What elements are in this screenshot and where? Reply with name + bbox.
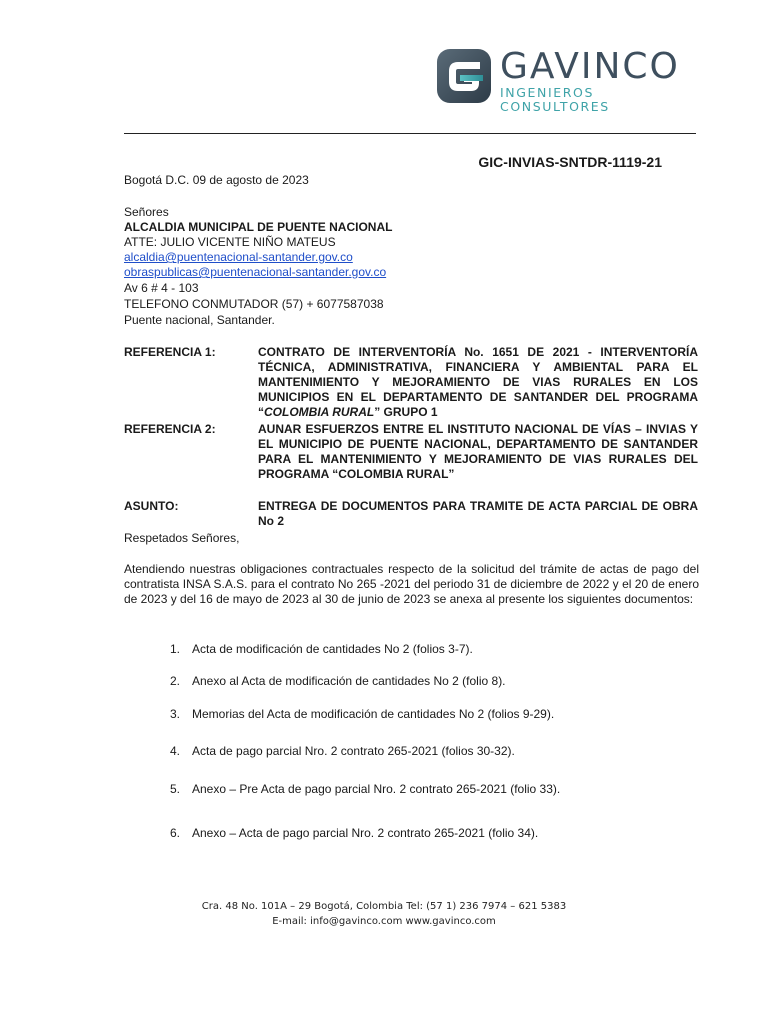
reference-1-program: COLOMBIA RURAL <box>264 405 375 419</box>
body-paragraph: Atendiendo nuestras obligaciones contractuales respecto de la solicitud del trámite de actas de pago del contratista INSA S.A.S. para el contrato No 265 -2021 del periodo 31 de diciembre de 2022 y el 20 de enero de 2023 y del 16 de mayo de 2023 al 30 de junio de 2023 se anexa al presente los siguientes documentos: <box>124 562 699 606</box>
footer-address: Cra. 48 No. 101A – 29 Bogotá, Colombia Tel: (57 1) 236 7974 – 621 5383 <box>201 901 567 912</box>
recipient-address: Av 6 # 4 - 103 <box>124 281 199 295</box>
recipient-organization: ALCALDIA MUNICIPAL DE PUENTE NACIONAL <box>124 220 393 234</box>
reference-1-text <box>258 345 698 420</box>
reference-2-label: REFERENCIA 2: <box>124 422 216 436</box>
reference-2-text: AUNAR ESFUERZOS ENTRE EL INSTITUTO NACIONAL DE VÍAS – INVIAS Y EL MUNICIPIO DE PUENTE NACIONAL, DEPARTAMENTO DE SANTANDER PARA EL MANTENIMIENTO Y MEJORAMIENTO DE VIAS RURALES DEL PROGRAMA “COLOMBIA RURAL” <box>258 422 698 481</box>
list-item-number: 5. <box>170 782 181 796</box>
list-item-text: Memorias del Acta de modificación de cantidades No 2 (folios 9-29). <box>192 707 555 721</box>
recipient-phone: TELEFONO CONMUTADOR (57) + 6077587038 <box>124 297 384 311</box>
header-divider <box>124 133 696 134</box>
list-item-number: 1. <box>170 642 181 656</box>
reference-1-label: REFERENCIA 1: <box>124 345 216 359</box>
gavinco-logo-icon <box>436 48 492 104</box>
list-item-text: Anexo – Acta de pago parcial Nro. 2 contrato 265-2021 (folio 34). <box>192 826 539 840</box>
document-code: GIC-INVIAS-SNTDR-1119-21 <box>478 154 662 170</box>
subject-label: ASUNTO: <box>124 499 179 513</box>
recipient-city: Puente nacional, Santander. <box>124 313 275 327</box>
reference-1-text-start: CONTRATO DE INTERVENTORÍA No. 1651 DE 2021 - INTERVENTORÍA TÉCNICA, ADMINISTRATIVA, FINANCIERA Y AMBIENTAL PARA EL MANTENIMIENTO Y MEJORAMIENTO DE VIAS RURALES EN LOS MUNICIPIOS EN EL DEPARTAMENTO DE SANTANDER DEL PROGRAMA “ <box>258 345 698 419</box>
footer-contact: E-mail: info@gavinco.com www.gavinco.com <box>272 916 496 927</box>
recipient-email-link[interactable]: alcaldia@puentenacional-santander.gov.co <box>124 250 353 264</box>
subject-text: ENTREGA DE DOCUMENTOS PARA TRAMITE DE ACTA PARCIAL DE OBRA No 2 <box>258 499 698 528</box>
list-item <box>170 744 515 759</box>
list-item <box>170 674 506 689</box>
list-item-number: 3. <box>170 707 181 721</box>
recipient-email-link[interactable]: obraspublicas@puentenacional-santander.gov.co <box>124 265 387 279</box>
list-item-text: Acta de modificación de cantidades No 2 (folios 3-7). <box>192 642 473 656</box>
company-logo <box>436 46 698 114</box>
list-item-number: 4. <box>170 744 181 758</box>
logo-tagline: INGENIEROS CONSULTORES <box>500 85 610 114</box>
recipient-salutation: Señores <box>124 205 169 219</box>
list-item <box>170 826 538 841</box>
list-item-number: 6. <box>170 826 181 840</box>
logo-name: GAVINCO <box>500 46 680 87</box>
list-item-number: 2. <box>170 674 181 688</box>
list-item-text: Acta de pago parcial Nro. 2 contrato 265-2021 (folios 30-32). <box>192 744 515 758</box>
recipient-attention: ATTE: JULIO VICENTE NIÑO MATEUS <box>124 235 336 249</box>
reference-1-text-end: ” GRUPO 1 <box>374 405 438 419</box>
list-item <box>170 782 560 797</box>
list-item <box>170 707 554 722</box>
date-line: Bogotá D.C. 09 de agosto de 2023 <box>124 173 309 187</box>
list-item-text: Anexo al Acta de modificación de cantidades No 2 (folio 8). <box>192 674 506 688</box>
list-item <box>170 642 473 657</box>
list-item-text: Anexo – Pre Acta de pago parcial Nro. 2 contrato 265-2021 (folio 33). <box>192 782 561 796</box>
footer <box>0 899 768 929</box>
greeting: Respetados Señores, <box>124 531 240 545</box>
